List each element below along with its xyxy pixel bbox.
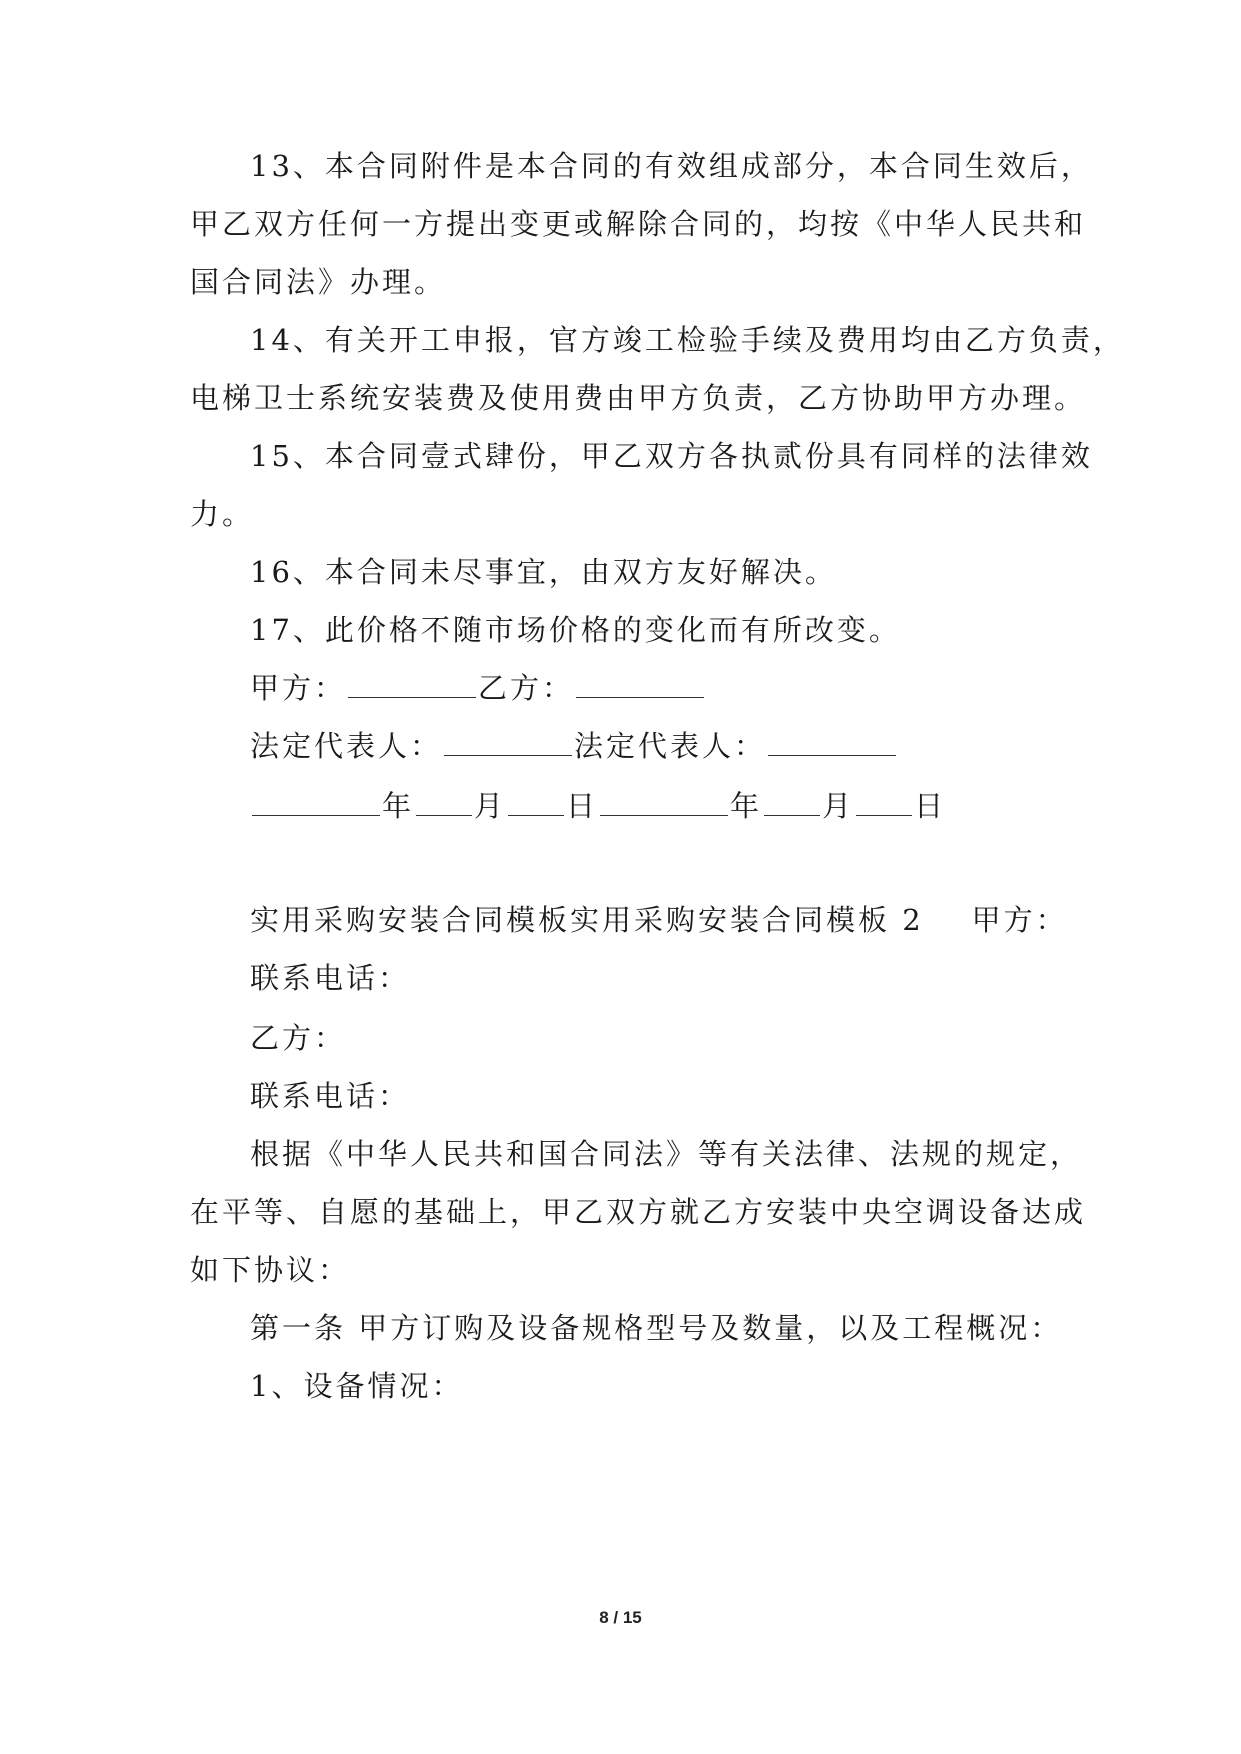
signature-dates-line <box>250 786 946 826</box>
template-2-title-line <box>250 900 1068 940</box>
template-2-party-a: 甲方： <box>971 903 1068 937</box>
rep-a-blank <box>444 727 572 756</box>
clause-16: 16、本合同未尽事宜，由双方友好解决。 <box>250 555 837 589</box>
rep-a-label: 法定代表人： <box>250 729 443 763</box>
clause-13-line-2: 甲乙双方任何一方提出变更或解除合同的，均按《中华人民共和 <box>190 207 1087 241</box>
signature-parties-line <box>250 668 706 708</box>
item-1-heading: 1、设备情况： <box>250 1369 464 1403</box>
page-number: 8 / 15 <box>599 1608 642 1627</box>
year-b-label: 年 <box>730 789 763 823</box>
party-a-label: 甲方： <box>250 671 347 705</box>
year-b-blank <box>600 787 728 816</box>
day-a-label: 日 <box>566 789 599 823</box>
party-b-blank <box>576 669 704 698</box>
party-b: 乙方： <box>250 1021 347 1055</box>
month-b-label: 月 <box>822 789 855 823</box>
clause-14-line-2: 电梯卫士系统安装费及使用费由甲方负责，乙方协助甲方办理。 <box>190 381 1087 415</box>
clause-17: 17、此价格不随市场价格的变化而有所改变。 <box>250 613 901 647</box>
intro-line-3: 如下协议： <box>190 1253 351 1287</box>
party-a-blank <box>348 669 476 698</box>
year-a-label: 年 <box>382 789 415 823</box>
month-b-blank <box>764 787 820 816</box>
year-a-blank <box>252 787 380 816</box>
clause-13-line-3: 国合同法》办理。 <box>190 265 447 299</box>
template-2-title: 实用采购安装合同模板实用采购安装合同模板 2 <box>250 903 924 937</box>
clause-13-line-1: 13、本合同附件是本合同的有效组成部分，本合同生效后， <box>250 149 1093 183</box>
rep-b-blank <box>768 727 896 756</box>
contact-b: 联系电话： <box>250 1079 411 1113</box>
rep-b-label: 法定代表人： <box>574 729 767 763</box>
clause-14-line-1: 14、有关开工申报，官方竣工检验手续及费用均由乙方负责， <box>250 323 1125 357</box>
intro-line-1: 根据《中华人民共和国合同法》等有关法律、法规的规定， <box>250 1137 1083 1171</box>
month-a-label: 月 <box>474 789 507 823</box>
clause-15-line-2: 力。 <box>190 497 255 531</box>
clause-15-line-1: 15、本合同壹式肆份，甲乙双方各执贰份具有同样的法律效 <box>250 439 1093 473</box>
article-1-heading: 第一条 甲方订购及设备规格型号及数量，以及工程概况： <box>250 1311 1063 1345</box>
signature-reps-line <box>250 726 898 766</box>
day-b-blank <box>856 787 912 816</box>
party-b-label: 乙方： <box>478 671 575 705</box>
day-b-label: 日 <box>914 789 947 823</box>
contact-a: 联系电话： <box>250 961 411 995</box>
intro-line-2: 在平等、自愿的基础上，甲乙双方就乙方安装中央空调设备达成 <box>190 1195 1087 1229</box>
month-a-blank <box>416 787 472 816</box>
day-a-blank <box>508 787 564 816</box>
